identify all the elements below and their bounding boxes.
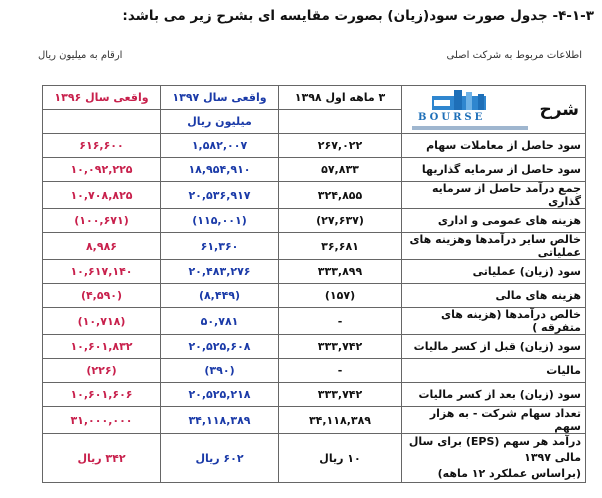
table-row	[43, 335, 586, 359]
value-1397: ۶۱,۳۶۰	[161, 233, 279, 260]
header-row	[43, 86, 586, 110]
value-1396: ۱۰,۰۹۲,۲۲۵	[43, 158, 161, 182]
value-1396: ۳۱,۰۰۰,۰۰۰	[43, 407, 161, 434]
value-1396: ۱۰,۷۰۸,۸۲۵	[43, 182, 161, 209]
table-row	[43, 383, 586, 407]
value-1396: (۴,۵۹۰)	[43, 284, 161, 308]
table-row	[43, 308, 586, 335]
eps-1396: ۳۴۲ ریال	[43, 434, 161, 483]
value-1397: ۱۸,۹۵۴,۹۱۰	[161, 158, 279, 182]
value-1398: ۲۶۷,۰۲۲	[279, 134, 402, 158]
value-1396: ۱۰,۶۰۱,۸۳۲	[43, 335, 161, 359]
value-1396: (۱۰۰,۶۷۱)	[43, 209, 161, 233]
table-row	[43, 209, 586, 233]
eps-1398: ۱۰ ریال	[279, 434, 402, 483]
value-1398: ۳۶,۶۸۱	[279, 233, 402, 260]
eps-label	[402, 434, 586, 483]
value-1396: ۸,۹۸۶	[43, 233, 161, 260]
label-header-cell	[402, 86, 586, 134]
value-1398: -	[279, 359, 402, 383]
value-1396: (۱۰,۷۱۸)	[43, 308, 161, 335]
table-row	[43, 260, 586, 284]
value-1398: (۲۷,۶۳۷)	[279, 209, 402, 233]
eps-row	[43, 434, 586, 483]
row-label: خالص سایر درآمدها وهزینه های عملیاتی	[402, 233, 586, 260]
value-1397: ۲۰,۵۳۶,۹۱۷	[161, 182, 279, 209]
value-1396: ۱۰,۶۱۷,۱۴۰	[43, 260, 161, 284]
row-label: مالیات	[402, 359, 586, 383]
row-label: سود حاصل از معاملات سهام	[402, 134, 586, 158]
income-statement-table	[42, 85, 586, 483]
row-label: سود حاصل از سرمایه گذاریها	[402, 158, 586, 182]
value-1398: ۳۳۳,۷۴۲	[279, 383, 402, 407]
table-row	[43, 233, 586, 260]
value-1398: ۳۴,۱۱۸,۳۸۹	[279, 407, 402, 434]
value-1396: (۲۲۶)	[43, 359, 161, 383]
label-header: شرح	[539, 99, 579, 120]
row-label: تعداد سهام شرکت - به هزار سهم	[402, 407, 586, 434]
value-1397: ۱,۵۸۲,۰۰۷	[161, 134, 279, 158]
table-row	[43, 359, 586, 383]
eps-1397: ۶۰۲ ریال	[161, 434, 279, 483]
table-row	[43, 158, 586, 182]
logo-wordmark: BOURSE	[418, 112, 486, 123]
value-1396: ۶۱۶,۶۰۰	[43, 134, 161, 158]
logo-subtitle-bar	[412, 126, 528, 130]
company-note: اطلاعات مربوط به شرکت اصلی	[446, 50, 582, 61]
unit-label: میلیون ریال	[161, 110, 279, 134]
value-1397: ۵۰,۷۸۱	[161, 308, 279, 335]
row-label: هزینه های عمومی و اداری	[402, 209, 586, 233]
table-row	[43, 134, 586, 158]
row-label: خالص درآمدها (هزینه های متفرقه )	[402, 308, 586, 335]
eps-label-line2: (براساس عملکرد ۱۲ ماهه)	[437, 467, 581, 480]
value-1397: ۲۰,۵۲۵,۶۰۸	[161, 335, 279, 359]
value-1397: (۳۹۰)	[161, 359, 279, 383]
unit-blank-1398	[279, 110, 402, 134]
row-label: سود (زیان) عملیاتی	[402, 260, 586, 284]
unit-blank-1396	[43, 110, 161, 134]
value-1398: (۱۵۷)	[279, 284, 402, 308]
table-row	[43, 182, 586, 209]
table-row	[43, 284, 586, 308]
value-1397: ۳۴,۱۱۸,۳۸۹	[161, 407, 279, 434]
row-label: سود (زیان) قبل از کسر مالیات	[402, 335, 586, 359]
value-1397: ۲۰,۴۸۳,۲۷۶	[161, 260, 279, 284]
row-label: هزینه های مالی	[402, 284, 586, 308]
value-1398: ۳۳۳,۷۴۲	[279, 335, 402, 359]
table-row	[43, 407, 586, 434]
section-heading: ۴-۱-۳- جدول صورت سود(زیان) بصورت مقایسه ای بشرح زیر می باشد:	[122, 8, 594, 24]
units-note: ارقام به میلیون ریال	[38, 50, 123, 61]
value-1398: ۳۲۴,۸۵۵	[279, 182, 402, 209]
row-label: سود (زیان) بعد از کسر مالیات	[402, 383, 586, 407]
header-1397: واقعی سال ۱۳۹۷	[161, 86, 279, 110]
value-1397: ۲۰,۵۲۵,۲۱۸	[161, 383, 279, 407]
header-1396: واقعی سال ۱۳۹۶	[43, 86, 161, 110]
value-1398: ۵۷,۸۳۳	[279, 158, 402, 182]
value-1396: ۱۰,۶۰۱,۶۰۶	[43, 383, 161, 407]
value-1397: (۸,۴۴۹)	[161, 284, 279, 308]
eps-label-line1: درآمد هر سهم (EPS) برای سال مالی ۱۳۹۷	[408, 435, 581, 464]
row-label: جمع درآمد حاصل از سرمایه گذاری	[402, 182, 586, 209]
value-1398: -	[279, 308, 402, 335]
value-1398: ۳۳۳,۸۹۹	[279, 260, 402, 284]
bourse-logo	[408, 90, 528, 134]
value-1397: (۱۱۵,۰۰۱)	[161, 209, 279, 233]
header-1398: ۳ ماهه اول ۱۳۹۸	[279, 86, 402, 110]
